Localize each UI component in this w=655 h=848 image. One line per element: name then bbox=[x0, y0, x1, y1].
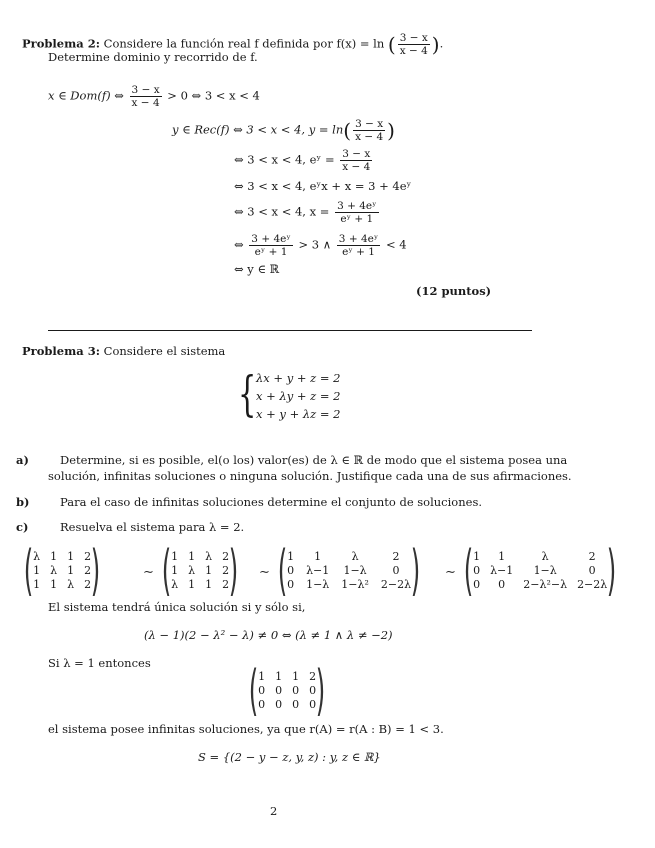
problem2-fraction: $\frac{3 - x}{x - 4}$ bbox=[399, 32, 428, 58]
matrix-cell: 1 bbox=[67, 564, 75, 577]
problem2-points: (12 puntos) bbox=[416, 284, 492, 298]
problem3-heading bbox=[22, 346, 225, 358]
matrix-cell: 0 bbox=[309, 684, 317, 697]
item-a-label: a) bbox=[16, 453, 29, 467]
matrix-cell: 0 bbox=[287, 578, 295, 591]
problem2-statement: Considere la función real f definida por f(x) = ln bbox=[103, 36, 385, 51]
item-c-text: Resuelva el sistema para λ = 2. bbox=[60, 520, 245, 534]
matrix-cell: λ bbox=[67, 578, 75, 591]
matrix-cell: 1 bbox=[33, 578, 41, 591]
range-line-5: ⇔ $\frac{\text{3 + 4eʸ}}{\text{eʸ + 1}}$ > 3 ∧ $\frac{\text{3 + 4eʸ}}{\text{eʸ + 1}}$ < 4 bbox=[234, 233, 407, 259]
matrix-cell: 2−λ²−λ bbox=[523, 578, 568, 591]
matrix-cell: 1−λ bbox=[343, 564, 367, 577]
matrix-4-grid bbox=[473, 550, 607, 592]
matrix-4: ( 1 1 λ 2 0 λ−1 1−λ 0 0 0 2−λ²−λ 2−2λ ) bbox=[463, 539, 617, 602]
solution-set: S = {(2 − y − z, y, z) : y, z ∈ ℝ} bbox=[198, 750, 381, 764]
range-line-2: ⇔ 3 < x < 4, eʸ = $\frac{3 - x}{x - 4}$ bbox=[234, 148, 371, 174]
item-c-label: c) bbox=[16, 520, 29, 534]
matrix-cell: 1 bbox=[314, 550, 322, 563]
matrix-cell: 1 bbox=[287, 550, 295, 563]
equivalence-symbol-1: ∼ bbox=[143, 565, 154, 580]
matrix-cell: 2−2λ bbox=[577, 578, 608, 591]
matrix-cell: λ−1 bbox=[490, 564, 514, 577]
matrix-cell: λ bbox=[188, 564, 196, 577]
matrix-cell: 1−λ bbox=[306, 578, 330, 591]
matrix-cell: 1 bbox=[50, 578, 58, 591]
matrix-cell: 0 bbox=[275, 684, 283, 697]
matrix-cell: λ bbox=[33, 550, 41, 563]
matrix-cell: 0 bbox=[292, 698, 300, 711]
matrix-cell: 1 bbox=[33, 564, 41, 577]
matrix-1: ( λ 1 1 2 1 λ 1 2 1 1 λ 2 ) bbox=[23, 539, 101, 602]
matrix-1-grid bbox=[33, 550, 91, 592]
matrix-cell: 1 bbox=[205, 564, 213, 577]
matrix-cell: 2 bbox=[84, 564, 92, 577]
matrix-cell: 2 bbox=[84, 578, 92, 591]
matrix-cell: 0 bbox=[473, 564, 481, 577]
matrix-cell: λ bbox=[171, 578, 179, 591]
problem2-heading: Problema 2: Considere la función real f definida por f(x) = ln ( $\frac{3 - x}{x - 4}$ ). bbox=[22, 32, 444, 58]
item-b-label: b) bbox=[16, 495, 30, 509]
matrix-cell: 2 bbox=[588, 550, 596, 563]
matrix-cell: λ bbox=[351, 550, 359, 563]
matrix-2: ( 1 1 λ 2 1 λ 1 2 λ 1 1 2 ) bbox=[161, 539, 239, 602]
case-lambda-1-text: Si λ = 1 entonces bbox=[48, 656, 151, 670]
matrix-5: ( 1 1 1 2 0 0 0 0 0 0 0 0 ) bbox=[248, 659, 326, 722]
matrix-cell: λ bbox=[541, 550, 549, 563]
matrix-cell: 2 bbox=[222, 578, 230, 591]
range-line-6: ⇔ y ∈ ℝ bbox=[234, 262, 280, 276]
matrix-cell: 0 bbox=[498, 578, 506, 591]
infinite-solutions-text: el sistema posee infinitas soluciones, ya que r(A) = r(A : B) = 1 < 3. bbox=[48, 722, 444, 736]
matrix-cell: 1 bbox=[171, 550, 179, 563]
page-number: 2 bbox=[270, 804, 278, 818]
matrix-cell: 1 bbox=[275, 670, 283, 683]
item-a-text-1: Determine, si es posible, el(o los) valor(es) de λ ∈ ℝ de modo que el sistema posea una bbox=[60, 453, 568, 467]
matrix-cell: 1 bbox=[292, 670, 300, 683]
range-line-4: ⇔ 3 < x < 4, x = $\frac{\text{3 + 4eʸ}}{\text{eʸ + 1}}$ bbox=[234, 200, 377, 226]
system-eq-1: λx + y + z = 2 bbox=[256, 371, 341, 385]
matrix-cell: 0 bbox=[309, 698, 317, 711]
matrix-cell: 1−λ² bbox=[341, 578, 369, 591]
matrix-cell: 0 bbox=[258, 698, 266, 711]
matrix-cell: 2 bbox=[222, 564, 230, 577]
system-brace: { bbox=[238, 366, 257, 422]
equivalence-symbol-3: ∼ bbox=[445, 565, 456, 580]
equivalence-symbol-2: ∼ bbox=[259, 565, 270, 580]
matrix-cell: 2 bbox=[392, 550, 400, 563]
matrix-cell: 1 bbox=[50, 550, 58, 563]
matrix-cell: 1 bbox=[473, 550, 481, 563]
matrix-cell: 0 bbox=[287, 564, 295, 577]
uniqueness-condition: (λ − 1)(2 − λ² − λ) ≠ 0 ⇔ (λ ≠ 1 ∧ λ ≠ −2) bbox=[144, 628, 393, 642]
matrix-cell: 1 bbox=[188, 578, 196, 591]
problem2-label: Problema 2: bbox=[22, 36, 100, 51]
item-b-text: Para el caso de infinitas soluciones determine el conjunto de soluciones. bbox=[60, 495, 482, 509]
matrix-5-grid bbox=[258, 670, 316, 712]
section-divider bbox=[48, 330, 532, 331]
unique-solution-text: El sistema tendrá única solución si y sólo si, bbox=[48, 600, 306, 614]
matrix-cell: 1 bbox=[205, 578, 213, 591]
matrix-cell: 1 bbox=[171, 564, 179, 577]
problem3-statement: Considere el sistema bbox=[103, 344, 226, 358]
matrix-cell: 2 bbox=[309, 670, 317, 683]
range-line-1: y ∈ Rec(f) ⇔ 3 < x < 4, y = ln( $\frac{3 - x}{x - 4}$ ) bbox=[172, 118, 395, 144]
matrix-cell: 0 bbox=[473, 578, 481, 591]
matrix-cell: 1−λ bbox=[533, 564, 557, 577]
matrix-3-grid bbox=[287, 550, 411, 592]
matrix-cell: 1 bbox=[498, 550, 506, 563]
matrix-cell: 0 bbox=[392, 564, 400, 577]
matrix-cell: 2 bbox=[222, 550, 230, 563]
problem3-label: Problema 3: bbox=[22, 344, 100, 358]
matrix-2-grid bbox=[171, 550, 229, 592]
matrix-cell: λ−1 bbox=[306, 564, 330, 577]
system-eq-2: x + λy + z = 2 bbox=[256, 389, 341, 403]
matrix-cell: λ bbox=[50, 564, 58, 577]
problem2-task: Determine dominio y recorrido de f. bbox=[48, 50, 258, 64]
matrix-cell: 0 bbox=[275, 698, 283, 711]
matrix-cell: λ bbox=[205, 550, 213, 563]
matrix-cell: 0 bbox=[258, 684, 266, 697]
system-eq-3: x + y + λz = 2 bbox=[256, 407, 341, 421]
range-line-3: ⇔ 3 < x < 4, eʸx + x = 3 + 4eʸ bbox=[234, 179, 412, 193]
matrix-cell: 0 bbox=[292, 684, 300, 697]
matrix-cell: 2−2λ bbox=[380, 578, 412, 591]
matrix-cell: 1 bbox=[188, 550, 196, 563]
matrix-cell: 2 bbox=[84, 550, 92, 563]
item-a-text-2: solución, infinitas soluciones o ninguna solución. Justifique cada una de sus afirmaciones. bbox=[48, 469, 572, 483]
matrix-cell: 1 bbox=[258, 670, 266, 683]
matrix-cell: 0 bbox=[588, 564, 596, 577]
matrix-3: ( 1 1 λ 2 0 λ−1 1−λ 0 0 1−λ 1−λ² 2−2λ ) bbox=[277, 539, 421, 602]
domain-line: x ∈ Dom(f) ⇔ $\frac{3 - x}{x - 4}$ > 0 ⇔ 3 < x < 4 bbox=[48, 84, 260, 110]
matrix-cell: 1 bbox=[67, 550, 75, 563]
